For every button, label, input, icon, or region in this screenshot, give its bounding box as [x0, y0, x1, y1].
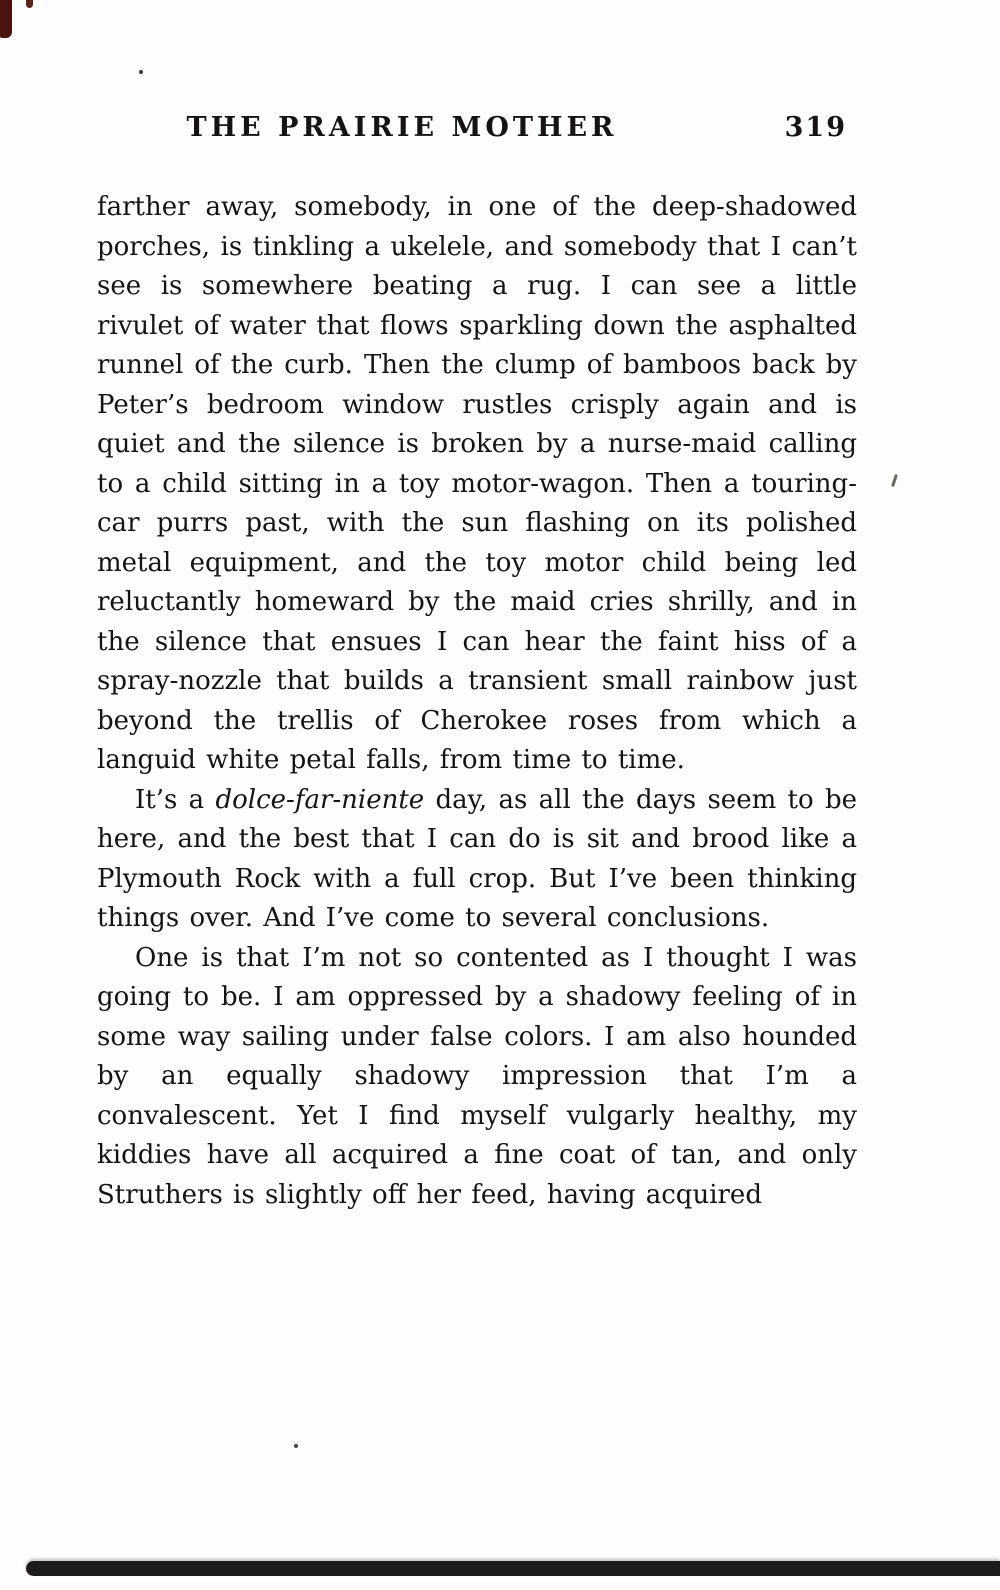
text-segment: day, as all the days seem to be here, and the best that I can do is sit and brood like a Plymouth Rock with a full crop. But I’ve been thinking things over. And I’ve come to several conclusions.	[97, 784, 857, 933]
body-paragraph	[97, 188, 857, 781]
page-header	[97, 112, 857, 148]
text-segment: One is that I’m not so contented as I thought I was going to be. I am oppressed by a shadowy feeling of in some way sailing under false colors. I am also hounded by an equally shadowy impression that I’m a convalescent. Yet I find myself vulgarly healthy, my kiddies have all acquired a fine coat of tan, and only Struthers is slightly off her feed, having acquired	[97, 942, 857, 1210]
body-paragraph	[97, 781, 857, 939]
page-body	[97, 188, 857, 1215]
text-segment: farther away, somebody, in one of the deep-shadowed porches, is tinkling a ukelele, and somebody that I can’t see is somewhere beating a rug. I can see a little rivulet of water that flows sparkling down the asphalted runnel of the curb. Then the clump of bamboos back by Peter’s bedroom window rustles crisply again and is quiet and the silence is broken by a nurse-maid calling to a child sitting in a toy motor-wagon. Then a touring-car purrs past, with the sun flashing on its polished metal equipment, and the toy motor child being led reluctantly homeward by the maid cries shrilly, and in the silence that ensues I can hear the faint hiss of a spray-nozzle that builds a transient small rainbow just beyond the trellis of Cherokee roses from which a languid white petal falls, from time to time.	[97, 192, 857, 775]
scan-artifact-red-speck	[26, 0, 33, 8]
running-title: THE PRAIRIE MOTHER	[186, 112, 618, 143]
text-segment: It’s a	[135, 784, 216, 815]
scan-artifact-stray-mark	[891, 474, 898, 487]
page-number: 319	[784, 112, 847, 143]
scan-artifact-bottom-bar	[26, 1561, 1000, 1576]
body-paragraph	[97, 939, 857, 1216]
scan-artifact-dot-top	[139, 70, 143, 74]
scan-artifact-red-mark	[0, 0, 12, 38]
italic-phrase: dolce-far-niente	[215, 784, 425, 815]
scan-artifact-dot-bottom	[294, 1444, 298, 1448]
